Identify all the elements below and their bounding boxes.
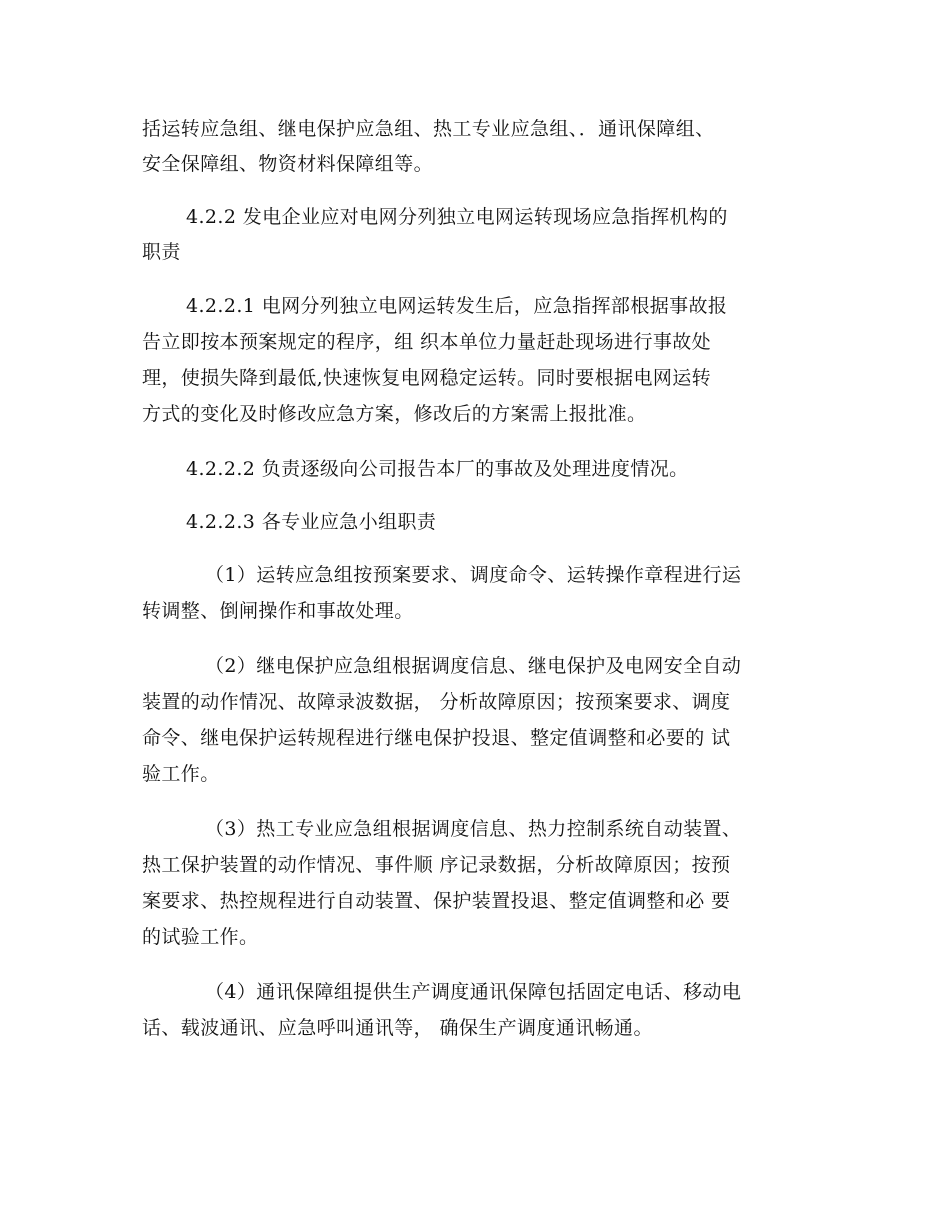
text-line: 理，使损失降到最低,快速恢复电网稳定运转。同时要根据电网运转 xyxy=(142,367,712,389)
text-line: 案要求、热控规程进行自动装置、保护装置投退、整定值调整和必 要 xyxy=(142,890,731,912)
section-heading: 4.2.2 发电企业应对电网分列独立电网运转现场应急指挥机构的 xyxy=(186,206,728,228)
subsection-heading: 4.2.2.1 电网分列独立电网运转发生后，应急指挥部根据事故报 xyxy=(186,295,728,317)
text-line: 告立即按本预案规定的程序，组 织本单位力量赶赴现场进行事故处 xyxy=(142,331,712,353)
list-item: （2）继电保护应急组根据调度信息、继电保护及电网安全自动 xyxy=(205,655,742,677)
list-item: （1）运转应急组按预案要求、调度命令、运转操作章程进行运 xyxy=(205,564,742,586)
text-line: 转调整、倒闸操作和事故处理。 xyxy=(142,600,414,622)
subsection-heading: 4.2.2.3 各专业应急小组职责 xyxy=(186,511,437,533)
text-line: 命令、继电保护运转规程进行继电保护投退、整定值调整和必要的 试 xyxy=(142,727,731,749)
text-line: 括运转应急组、继电保护应急组、热工专业应急组、．通讯保障组、 xyxy=(142,118,715,140)
subsection-heading: 4.2.2.2 负责逐级向公司报告本厂的事故及处理进度情况。 xyxy=(186,458,689,480)
text-line: 话、载波通讯、应急呼叫通讯等， 确保生产调度通讯畅通。 xyxy=(142,1017,653,1039)
text-line: 装置的动作情况、故障录波数据， 分析故障原因；按预案要求、调度 xyxy=(142,691,731,713)
text-line: 热工保护装置的动作情况、事件顺 序记录数据，分析故障原因；按预 xyxy=(142,854,731,876)
text-line: 验工作。 xyxy=(142,763,220,785)
list-item: （4）通讯保障组提供生产调度通讯保障包括固定电话、移动电 xyxy=(205,981,742,1003)
list-item: （3）热工专业应急组根据调度信息、热力控制系统自动装置、 xyxy=(205,818,742,840)
text-line: 的试验工作。 xyxy=(142,926,259,948)
text-line: 安全保障组、物资材料保障组等。 xyxy=(142,153,434,175)
text-line: 职责 xyxy=(142,241,181,263)
text-line: 方式的变化及时修改应急方案，修改后的方案需上报批准。 xyxy=(142,403,647,425)
